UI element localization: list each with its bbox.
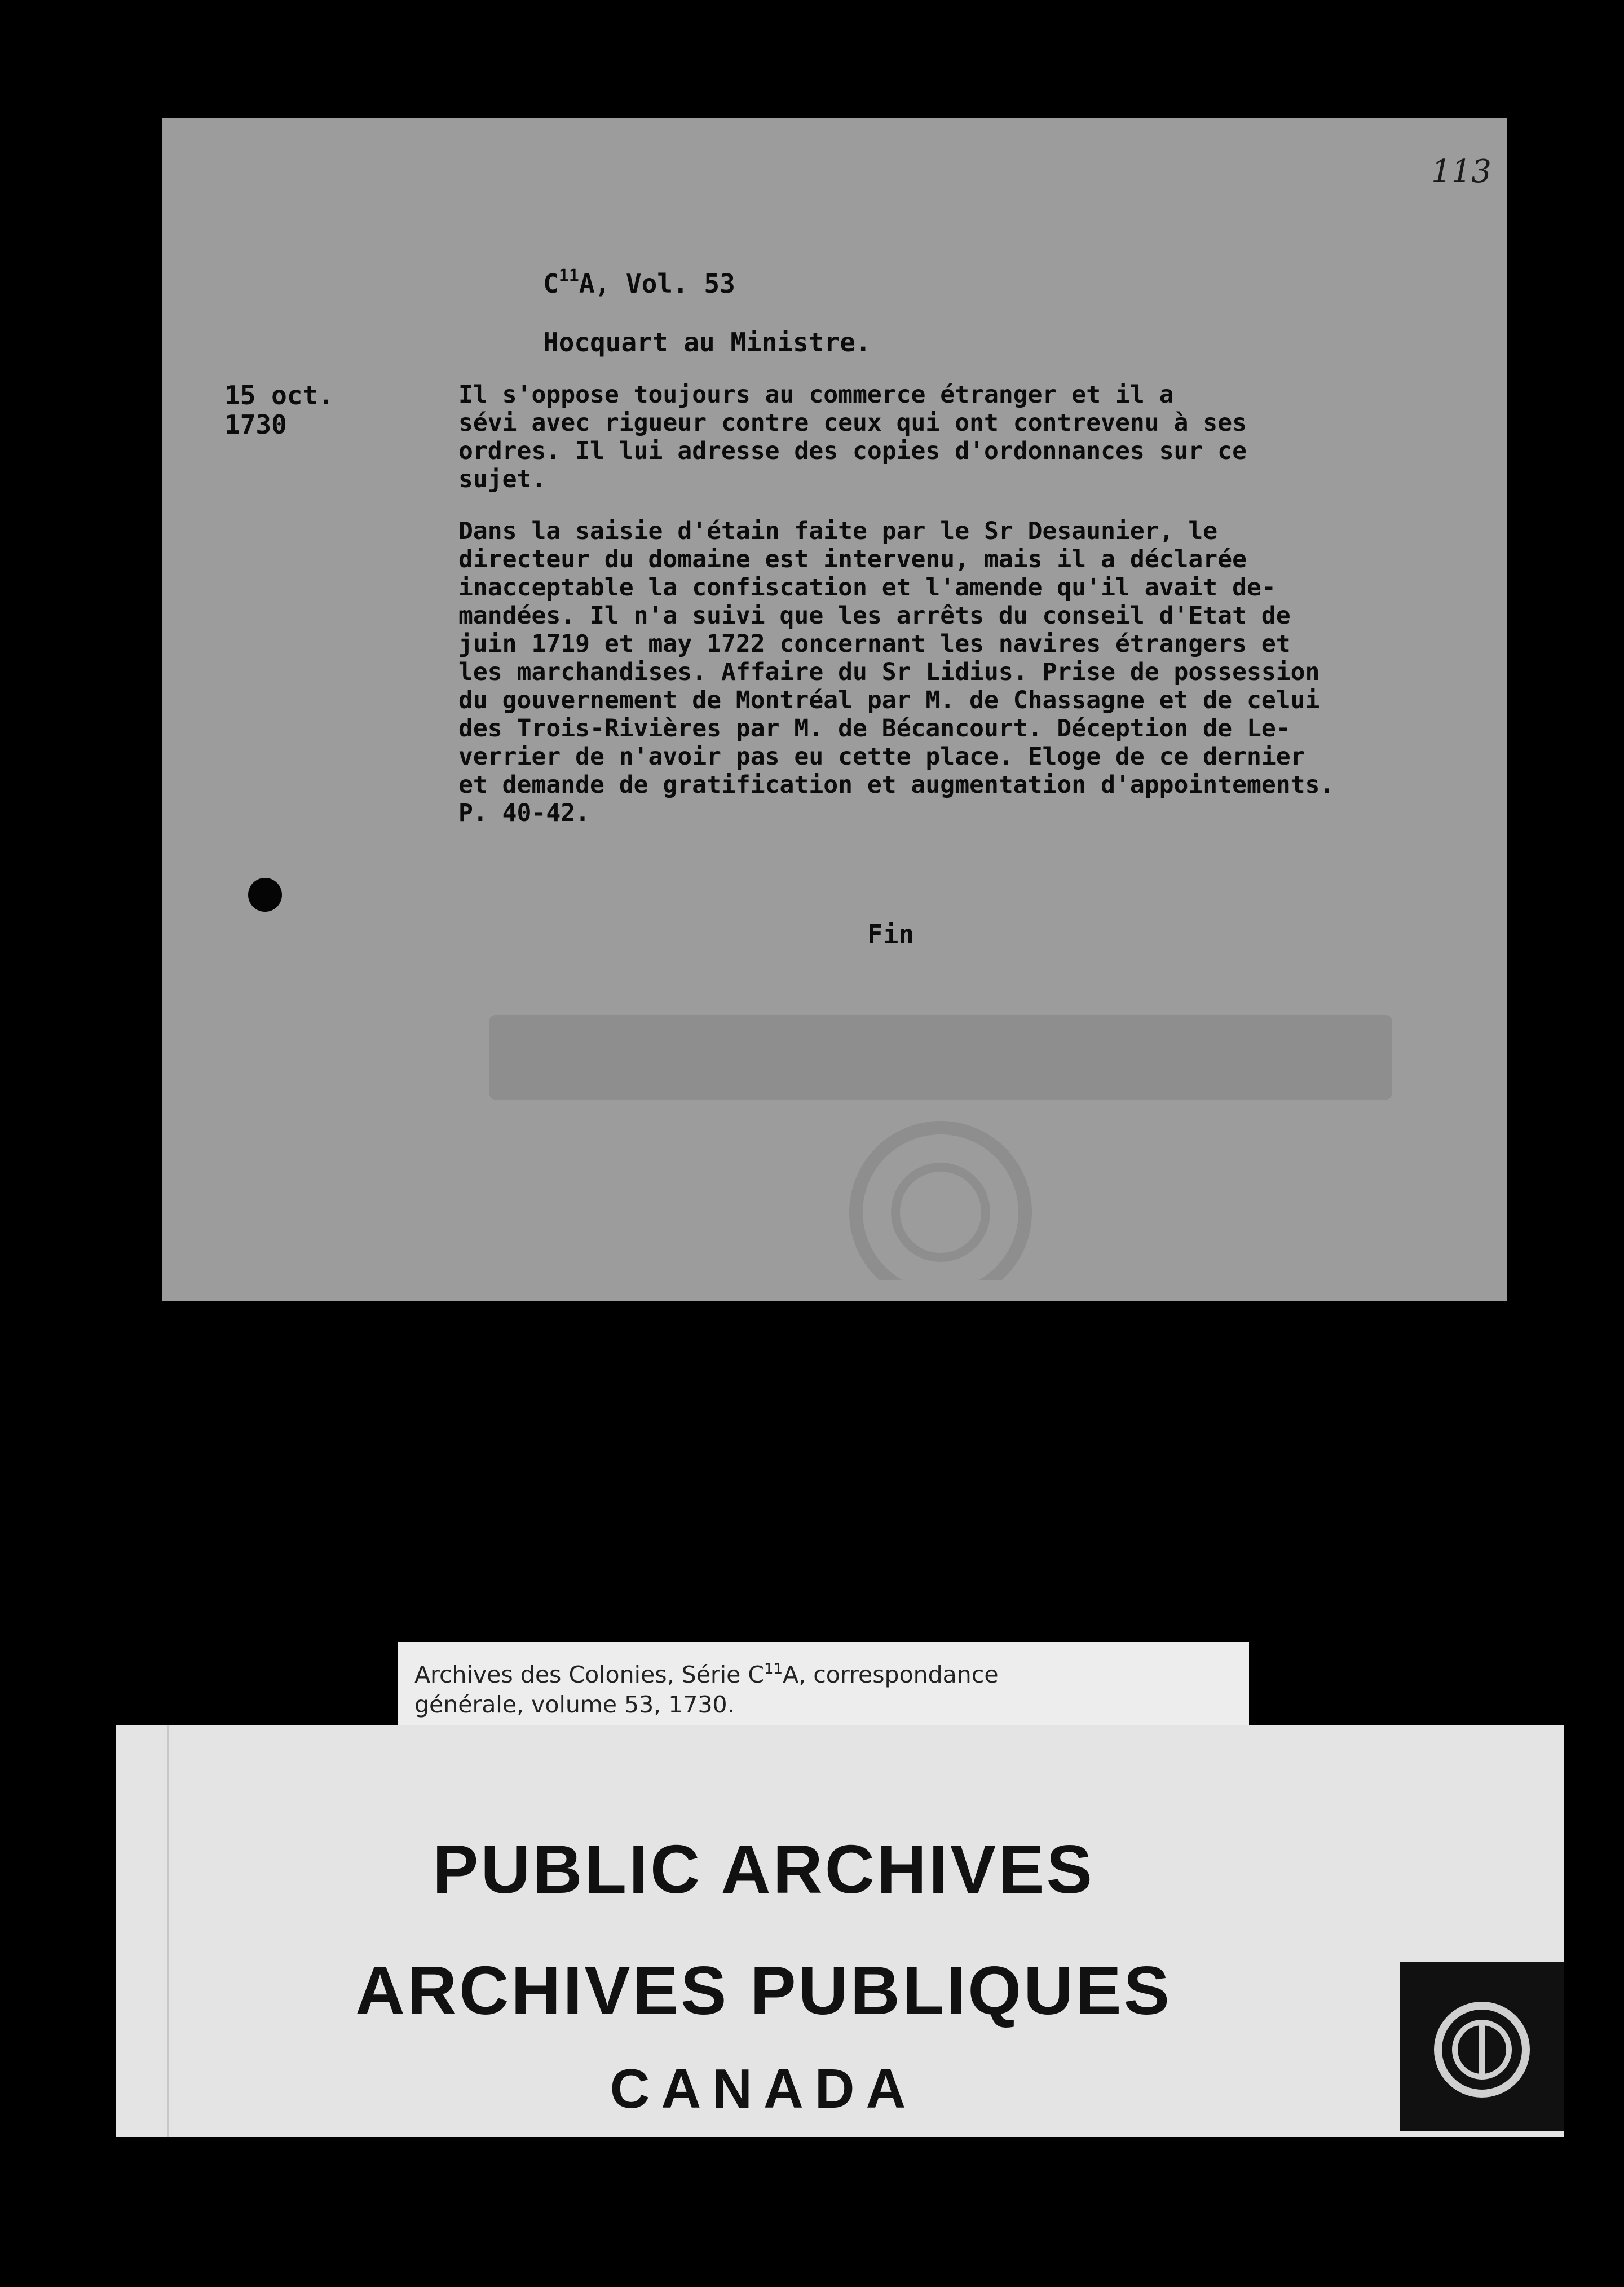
text-line: mandées. Il n'a suivi que les arrêts du conseil d'Etat de xyxy=(458,602,1291,630)
label-line-1-prefix: Archives des Colonies, Série C xyxy=(414,1661,765,1688)
text-line: inacceptable la confiscation et l'amende qu'il avait de- xyxy=(458,573,1276,602)
text-line: sévi avec rigueur contre ceux qui ont contrevenu à ses xyxy=(458,409,1247,437)
document-heading: Hocquart au Ministre. xyxy=(543,327,871,357)
reference xyxy=(543,266,735,299)
archives-logo-icon xyxy=(1400,1962,1564,2131)
reference-prefix: C xyxy=(543,268,559,299)
text-line: et demande de gratification et augmentation d'appointements. xyxy=(458,771,1335,799)
text-line: verrier de n'avoir pas eu cette place. Eloge de ce dernier xyxy=(458,743,1305,771)
text-line: Dans la saisie d'étain faite par le Sr Desaunier, le xyxy=(458,517,1218,545)
text-line: sujet. xyxy=(458,465,546,493)
text-line: des Trois-Rivières par M. de Bécancourt. Déception de Le- xyxy=(458,714,1291,743)
date-day: 15 oct. xyxy=(224,380,334,410)
faded-seal-icon xyxy=(489,1015,1392,1280)
label-line-2: générale, volume 53, 1730. xyxy=(414,1691,735,1718)
date-block xyxy=(224,381,334,439)
text-line: les marchandises. Affaire du Sr Lidius. Prise de possession xyxy=(458,658,1320,686)
text-line: ordres. Il lui adresse des copies d'ordonnances sur ce xyxy=(458,437,1247,465)
text-line: Il s'oppose toujours au commerce étranger et il a xyxy=(458,381,1174,409)
stamp-line-1: PUBLIC ARCHIVES xyxy=(433,1831,1095,1908)
label-line-1-suffix: A, correspondance xyxy=(783,1661,999,1688)
label-line-1 xyxy=(414,1654,1249,1690)
punch-hole-icon xyxy=(248,878,282,912)
closing-fin: Fin xyxy=(867,919,915,950)
reference-superscript: 11 xyxy=(558,266,579,286)
text-line: du gouvernement de Montréal par M. de Chassagne et de celui xyxy=(458,686,1320,714)
archive-label xyxy=(398,1642,1249,1737)
document-body xyxy=(458,381,1490,827)
folio-number: 113 xyxy=(1431,153,1491,190)
stamp-line-2: ARCHIVES PUBLIQUES xyxy=(355,1952,1172,2029)
text-line: juin 1719 et may 1722 concernant les navires étrangers et xyxy=(458,630,1291,658)
paragraph-1 xyxy=(458,381,1490,493)
text-line: P. 40-42. xyxy=(458,799,590,827)
reference-suffix: A, Vol. 53 xyxy=(579,268,735,299)
date-year: 1730 xyxy=(224,409,287,440)
text-line: directeur du domaine est intervenu, mais il a déclarée xyxy=(458,545,1247,573)
stamp-line-3: CANADA xyxy=(610,2058,917,2120)
document-card xyxy=(162,118,1507,1301)
archives-stamp xyxy=(116,1725,1564,2137)
paragraph-2 xyxy=(458,517,1490,827)
label-superscript: 11 xyxy=(764,1661,783,1677)
